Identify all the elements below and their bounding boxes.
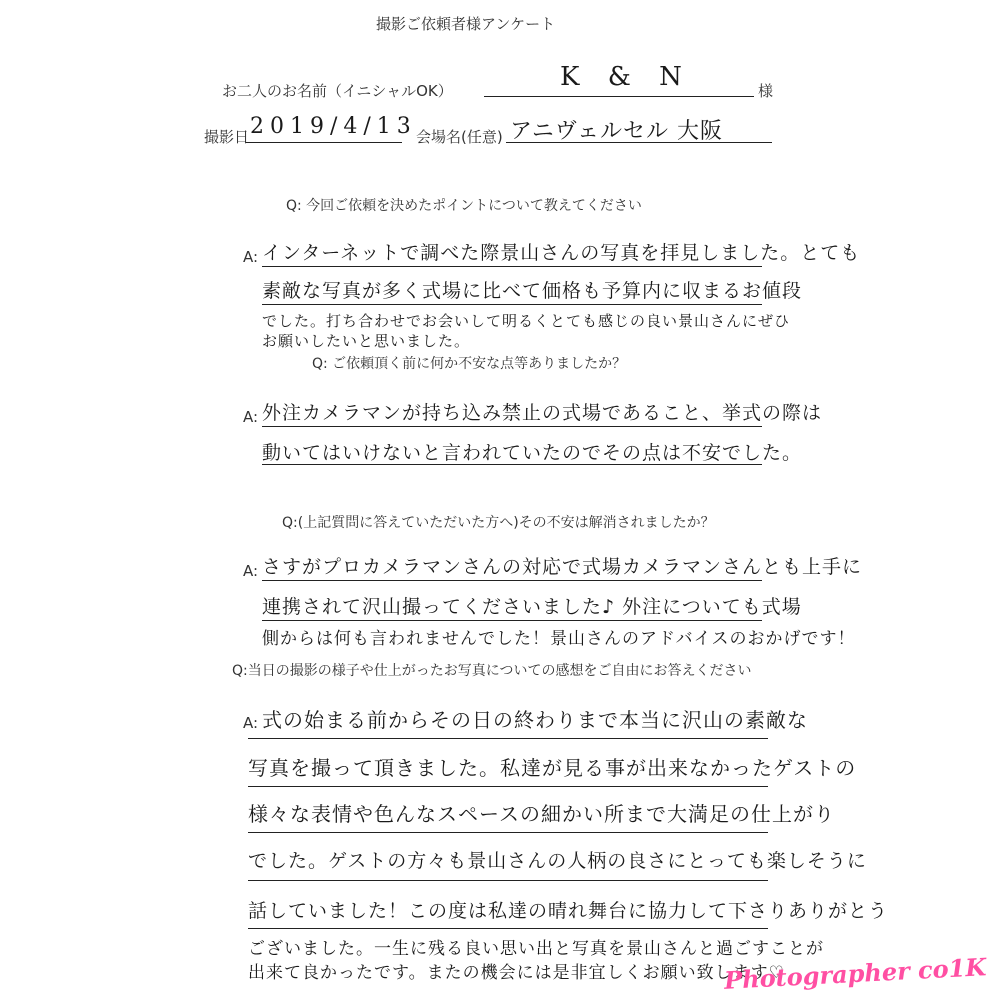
answer-1-prefix: A: [243,248,259,266]
date-value: 2019/4/13 [250,114,417,139]
answer-1-line-2: 素敵な写真が多く式場に比べて価格も予算内に収まるお値段 [262,280,803,302]
date-label: 撮影日 [204,128,250,146]
answer-2-rule-1 [262,426,762,427]
photographer-watermark: Photographer co1K [723,952,987,995]
question-1: Q: 今回ご依頼を決めたポイントについて教えてください [286,198,642,214]
venue-underline [506,142,772,143]
answer-1-rule-1 [262,266,762,267]
answer-4-line-5: 話していました！この度は私達の晴れ舞台に協力して下さりありがとう [248,900,889,922]
answer-2-rule-2 [262,464,762,465]
answer-4-rule-5 [248,928,768,929]
answer-4-line-4: でした。ゲストの方々も景山さんの人柄の良さにとっても楽しそうに [248,850,867,872]
answer-1-line-4: お願いしたいと思いました。 [262,332,471,350]
answer-4-line-3: 様々な表情や色んなスペースの細かい所まで大満足の仕上がり [248,802,835,826]
answer-4-rule-2 [248,786,768,787]
answer-4-rule-3 [248,832,768,833]
answer-1-rule-2 [262,304,762,305]
date-underline [246,142,402,143]
answer-4-prefix: A: [243,714,259,732]
answer-4-line-7: 出来て良かったです。またの機会には是非宜しくお願い致します♡ [248,963,785,983]
answer-2-prefix: A: [243,408,259,426]
answer-2-line-1: 外注カメラマンが持ち込み禁止の式場であること、挙式の際は [262,402,823,424]
answer-3-line-2: 連携されて沢山撮ってくださいました♪ 外注についても式場 [262,596,802,618]
name-underline [484,96,754,97]
answer-1-line-1: インターネットで調べた際景山さんの写真を拝見しました。とても [262,242,861,264]
answer-3-line-1: さすがプロカメラマンさんの対応で式場カメラマンさんとも上手に [262,556,863,578]
answer-3-line-3: 側からは何も言われませんでした！景山さんのアドバイスのおかげです！ [262,629,856,649]
answer-3-rule-1 [262,580,762,581]
name-suffix: 様 [758,82,774,100]
answer-3-rule-2 [262,620,762,621]
answer-3-prefix: A: [243,562,259,580]
answer-4-rule-1 [248,738,768,739]
answer-4-line-1: 式の始まる前からその日の終わりまで本当に沢山の素敵な [262,708,808,732]
venue-value: アニヴェルセル 大阪 [510,119,724,144]
answer-2-line-2: 動いてはいけないと言われていたのでその点は不安でした。 [262,442,803,464]
answer-4-line-2: 写真を撮って頂きました。私達が見る事が出来なかったゲストの [248,756,857,780]
venue-label: 会場名(任意) [416,128,503,146]
question-4: Q:当日の撮影の様子や仕上がったお写真についての感想をご自由にお答えください [232,663,752,679]
name-label: お二人のお名前（イニシャルOK） [222,82,453,100]
answer-4-rule-4 [248,880,768,881]
question-2: Q: ご依頼頂く前に何か不安な点等ありましたか？ [312,356,627,372]
answer-4-line-6: ございました。一生に残る良い思い出と写真を景山さんと過ごすことが [248,939,824,959]
question-3: Q:(上記質問に答えていただいた方へ)その不安は解消されましたか？ [282,515,715,531]
name-value: K & N [560,62,692,92]
answer-1-line-3: でした。打ち合わせでお会いして明るくとても感じの良い景山さんにぜひ [262,312,791,330]
form-title: 撮影ご依頼者様アンケート [376,15,556,33]
